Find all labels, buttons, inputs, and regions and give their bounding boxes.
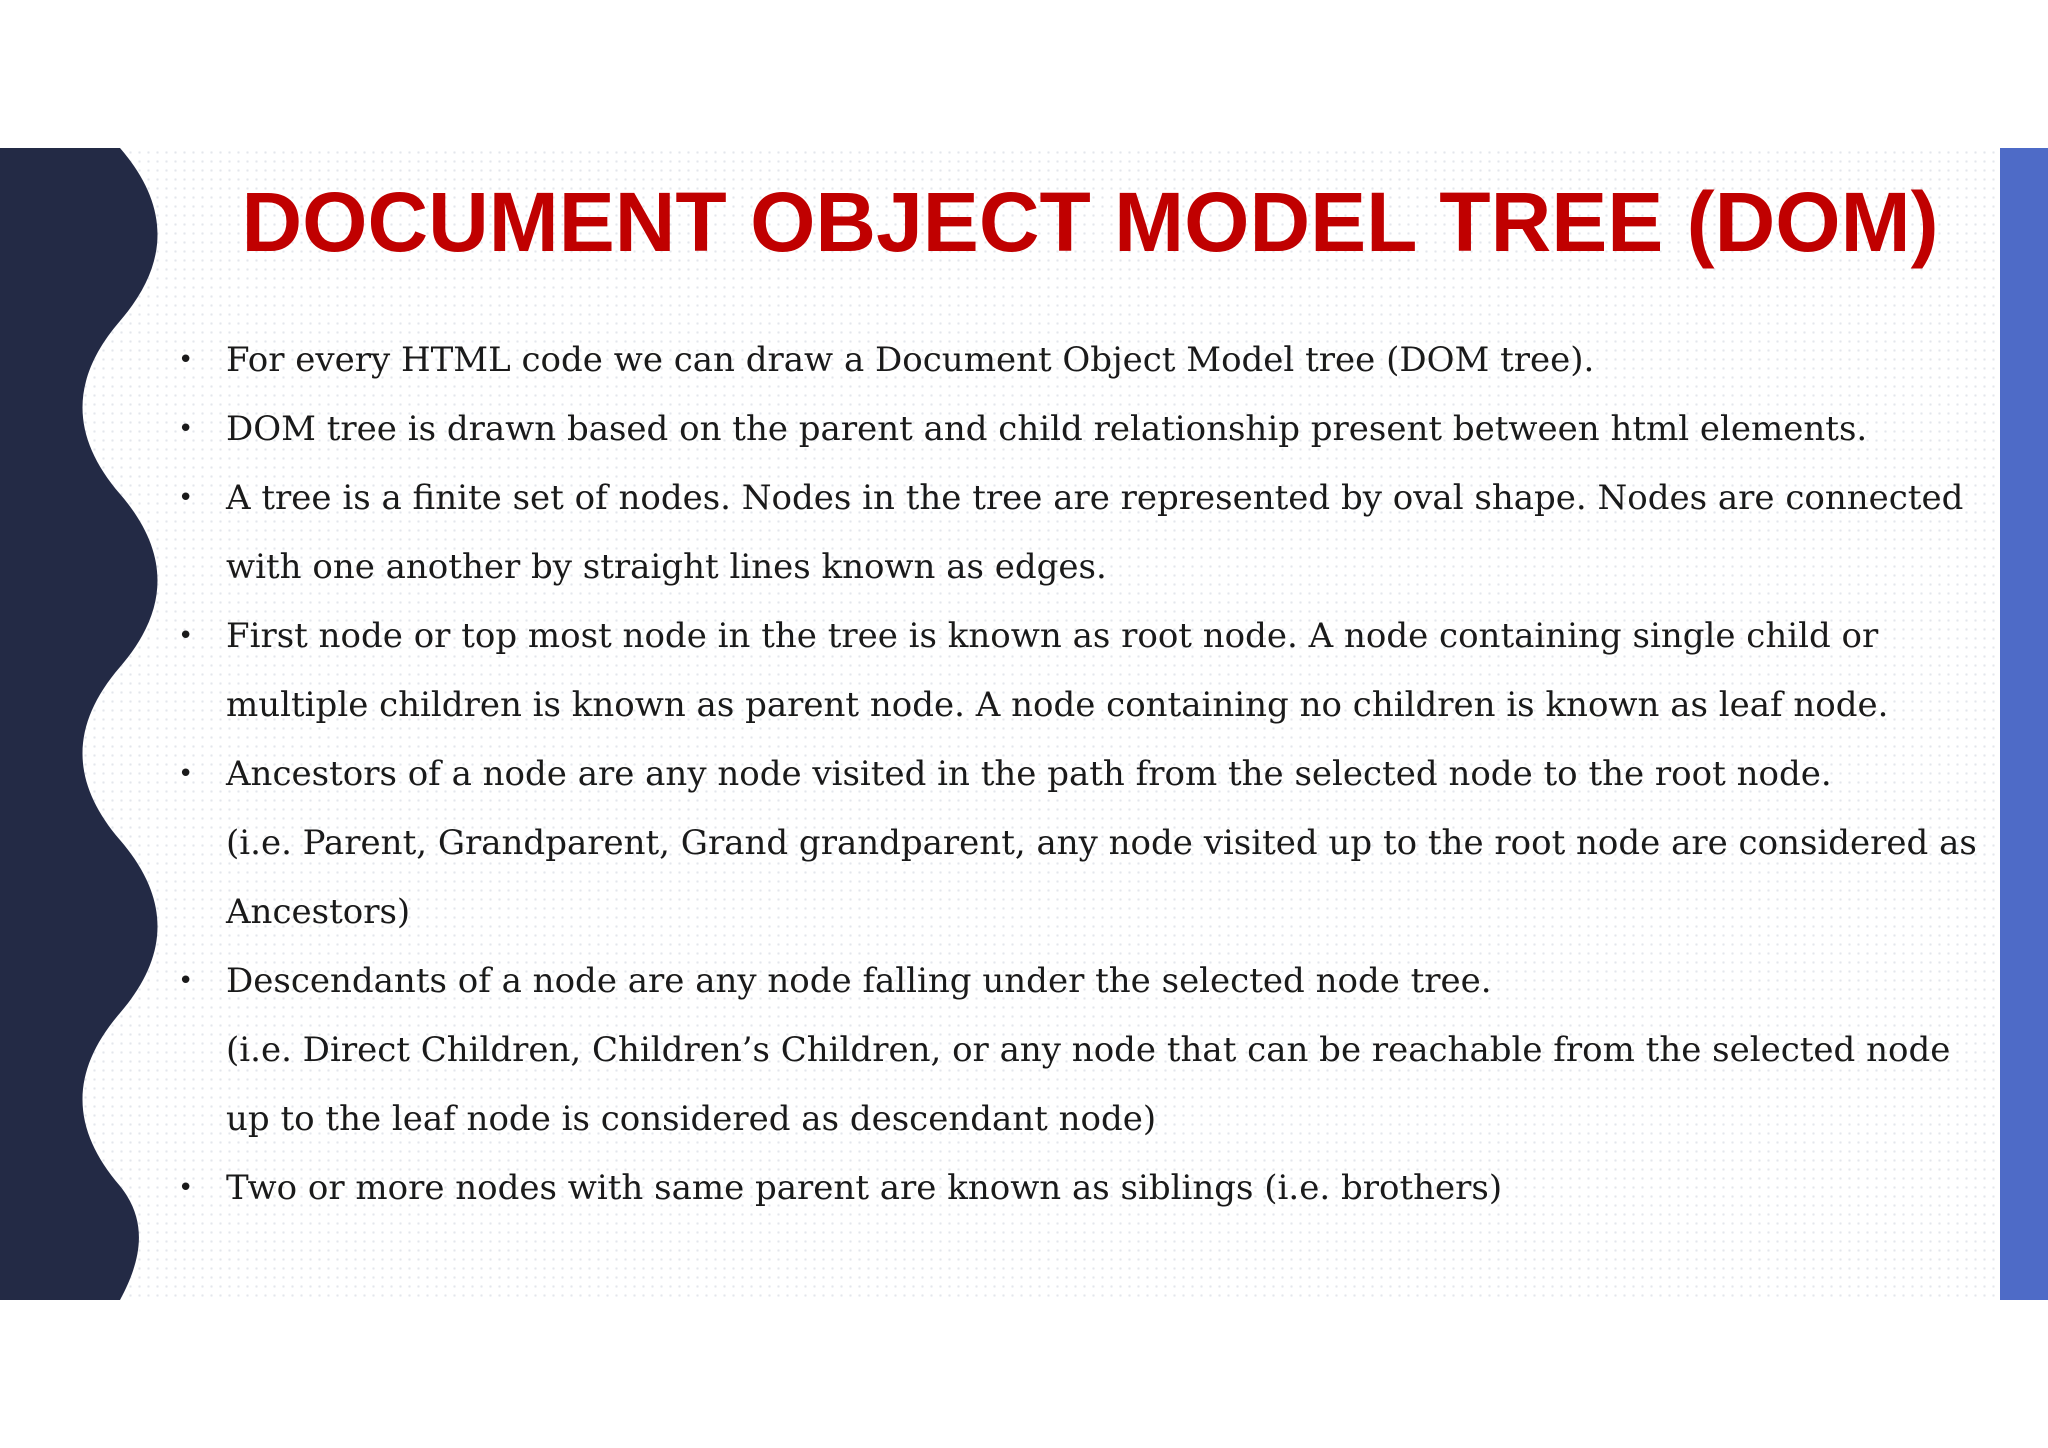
bullet-marker: •	[178, 966, 194, 996]
bullet-marker: •	[178, 1173, 194, 1203]
bullet-subtext: (i.e. Direct Children, Children’s Children, or any node that can be reachable from the selected node up to the leaf node is considered as descendant node)	[226, 1030, 1951, 1139]
bullet-marker: •	[178, 345, 194, 375]
slide	[0, 148, 2048, 1300]
bullet-item	[174, 740, 2004, 947]
bullet-marker: •	[178, 414, 194, 444]
bullet-text: DOM tree is drawn based on the parent and child relationship present between html elements.	[226, 409, 1868, 449]
bullet-list	[174, 326, 2004, 1223]
bullet-item	[174, 947, 2004, 1154]
bullet-marker: •	[178, 483, 194, 513]
left-wave-band	[0, 148, 200, 1300]
bullet-item	[174, 326, 2004, 395]
bullet-text: First node or top most node in the tree is known as root node. A node containing single child or multiple children is known as parent node. A node containing no children is known as leaf node.	[226, 616, 1889, 725]
bullet-item	[174, 1154, 2004, 1223]
bullet-text: Two or more nodes with same parent are known as siblings (i.e. brothers)	[226, 1168, 1503, 1208]
bullet-item	[174, 464, 2004, 602]
bullet-marker: •	[178, 621, 194, 651]
bullet-text: For every HTML code we can draw a Document Object Model tree (DOM tree).	[226, 340, 1595, 380]
bullet-item	[174, 395, 2004, 464]
bullet-subtext: (i.e. Parent, Grandparent, Grand grandparent, any node visited up to the root node are considered as Ancestors)	[226, 823, 1977, 932]
bullet-item	[174, 602, 2004, 740]
bullet-text: A tree is a finite set of nodes. Nodes in the tree are represented by oval shape. Nodes are connected with one another by straight lines known as edges.	[226, 478, 1964, 587]
bullet-text: Descendants of a node are any node falling under the selected node tree.	[226, 961, 1492, 1001]
bullet-text: Ancestors of a node are any node visited in the path from the selected node to the root node.	[226, 754, 1832, 794]
right-accent-bar	[2000, 148, 2048, 1300]
bullet-marker: •	[178, 759, 194, 789]
wave-shape	[0, 148, 158, 1300]
slide-title: DOCUMENT OBJECT MODEL TREE (DOM)	[241, 175, 1939, 269]
